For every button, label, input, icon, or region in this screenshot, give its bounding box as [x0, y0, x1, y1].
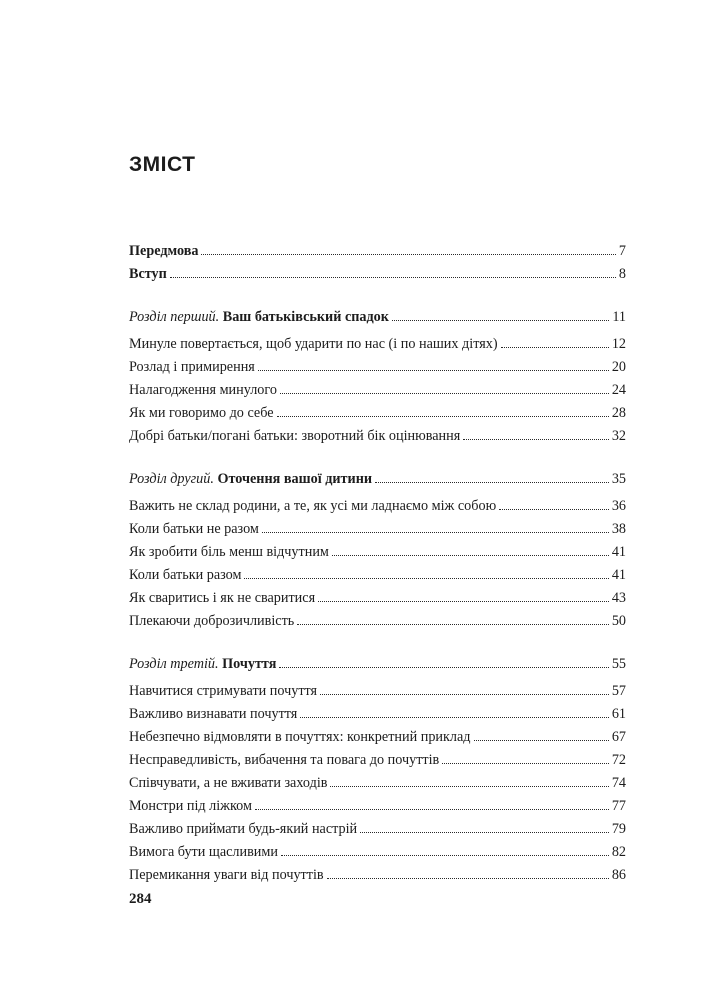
toc-page-number: 50: [611, 613, 626, 629]
toc-page-number: 74: [611, 775, 626, 791]
dot-leader: [277, 416, 609, 417]
toc-page-number: 20: [611, 359, 626, 375]
toc-entry-label: Вимога бути щасливими: [129, 844, 278, 860]
dot-leader: [360, 832, 609, 833]
toc-entry: [129, 402, 626, 425]
toc-page-number: 41: [611, 544, 626, 560]
toc-entry: [129, 680, 626, 703]
chapter-prefix: Розділ третій.: [129, 656, 219, 672]
dot-leader: [332, 555, 609, 556]
toc-page-number: 38: [611, 521, 626, 537]
dot-leader: [244, 578, 608, 579]
toc-entry: [129, 818, 626, 841]
page-number: 284: [129, 891, 152, 907]
toc-entry-label: Перемикання уваги від почуттів: [129, 867, 324, 883]
toc-page-number: 43: [611, 590, 626, 606]
toc-page-number: 28: [611, 405, 626, 421]
dot-leader: [375, 482, 609, 483]
toc-entry: [129, 356, 626, 379]
toc-chapter-1: [129, 306, 626, 329]
dot-leader: [280, 393, 609, 394]
toc-entry-label: Важливо визнавати почуття: [129, 706, 298, 722]
dot-leader: [501, 347, 609, 348]
toc-page-number: 82: [611, 844, 626, 860]
toc-entry-label: Добрі батьки/погані батьки: зворотний бік оцінювання: [129, 428, 461, 444]
dot-leader: [499, 509, 609, 510]
dot-leader: [318, 601, 609, 602]
toc-entry-label: Співчувати, а не вживати заходів: [129, 775, 328, 791]
chapter-name: Почуття: [222, 656, 277, 672]
toc-entry-label: Передмова: [129, 243, 199, 259]
toc-chapter-3: [129, 653, 626, 676]
toc-page-number: 77: [611, 798, 626, 814]
toc-page-number: 67: [611, 729, 626, 745]
toc-entry: [129, 425, 626, 448]
toc-entry-label: Розлад і примирення: [129, 359, 255, 375]
toc-entry-label: Вступ: [129, 266, 167, 282]
toc-entry: [129, 379, 626, 402]
toc-entry: [129, 772, 626, 795]
toc-entry: [129, 518, 626, 541]
dot-leader: [330, 786, 608, 787]
toc-entry: [129, 749, 626, 772]
toc-entry: [129, 864, 626, 887]
toc-page-number: 79: [611, 821, 626, 837]
toc-chapter-2: [129, 468, 626, 491]
toc-page-number: 86: [611, 867, 626, 883]
toc-entry-label: Налагодження минулого: [129, 382, 277, 398]
toc-entry-label: Плекаючи доброзичливість: [129, 613, 295, 629]
dot-leader: [392, 320, 609, 321]
dot-leader: [201, 254, 615, 255]
toc-entry-label: Важить не склад родини, а те, як усі ми ладнаємо між собою: [129, 498, 497, 514]
toc-entry: [129, 841, 626, 864]
toc-entry: [129, 333, 626, 356]
toc-page-number: 8: [618, 266, 626, 282]
toc-entry-label: Як сваритись і як не сваритися: [129, 590, 316, 606]
toc-page-number: 41: [611, 567, 626, 583]
dot-leader: [327, 878, 609, 879]
toc-entry-preface: [129, 240, 626, 263]
toc-entry-label: Навчитися стримувати почуття: [129, 683, 318, 699]
toc-entry: [129, 726, 626, 749]
page-title: ЗМІСТ: [129, 153, 196, 176]
dot-leader: [258, 370, 609, 371]
toc-page-number: 11: [612, 309, 626, 325]
toc-entry: [129, 541, 626, 564]
toc-entry: [129, 795, 626, 818]
toc-page-number: 72: [611, 752, 626, 768]
toc-page-number: 61: [611, 706, 626, 722]
dot-leader: [297, 624, 609, 625]
toc-page-number: 55: [611, 656, 626, 672]
dot-leader: [170, 277, 616, 278]
toc-entry: [129, 495, 626, 518]
chapter-name: Оточення вашої дитини: [217, 471, 373, 487]
toc-page-number: 24: [611, 382, 626, 398]
toc-entry-label: Коли батьки не разом: [129, 521, 259, 537]
chapter-prefix: Розділ перший.: [129, 309, 220, 325]
toc-page-number: 36: [611, 498, 626, 514]
toc-entry: [129, 587, 626, 610]
toc-entry-label: Минуле повертається, щоб ударити по нас (і по наших дітях): [129, 336, 498, 352]
dot-leader: [262, 532, 609, 533]
toc-entry-label: Несправедливість, вибачення та повага до почуттів: [129, 752, 440, 768]
dot-leader: [474, 740, 609, 741]
toc-entry-label: Монстри під ліжком: [129, 798, 252, 814]
toc-entry-label: Коли батьки разом: [129, 567, 242, 583]
toc-entry-label: Важливо приймати будь-який настрій: [129, 821, 358, 837]
toc-page-number: 32: [611, 428, 626, 444]
table-of-contents: [129, 240, 626, 887]
toc-entry-label: Як зробити біль менш відчутним: [129, 544, 329, 560]
toc-page-number: 35: [611, 471, 626, 487]
toc-page-number: 12: [611, 336, 626, 352]
toc-entry-label: Небезпечно відмовляти в почуттях: конкретний приклад: [129, 729, 471, 745]
dot-leader: [442, 763, 609, 764]
chapter-prefix: Розділ другий.: [129, 471, 214, 487]
toc-entry: [129, 564, 626, 587]
dot-leader: [320, 694, 609, 695]
toc-entry-label: Як ми говоримо до себе: [129, 405, 274, 421]
dot-leader: [300, 717, 608, 718]
toc-entry: [129, 703, 626, 726]
toc-entry-introduction: [129, 263, 626, 286]
dot-leader: [279, 667, 608, 668]
toc-entry: [129, 610, 626, 633]
toc-page-number: 57: [611, 683, 626, 699]
chapter-name: Ваш батьківський спадок: [222, 309, 389, 325]
toc-page-number: 7: [618, 243, 626, 259]
dot-leader: [281, 855, 609, 856]
dot-leader: [463, 439, 609, 440]
dot-leader: [255, 809, 609, 810]
